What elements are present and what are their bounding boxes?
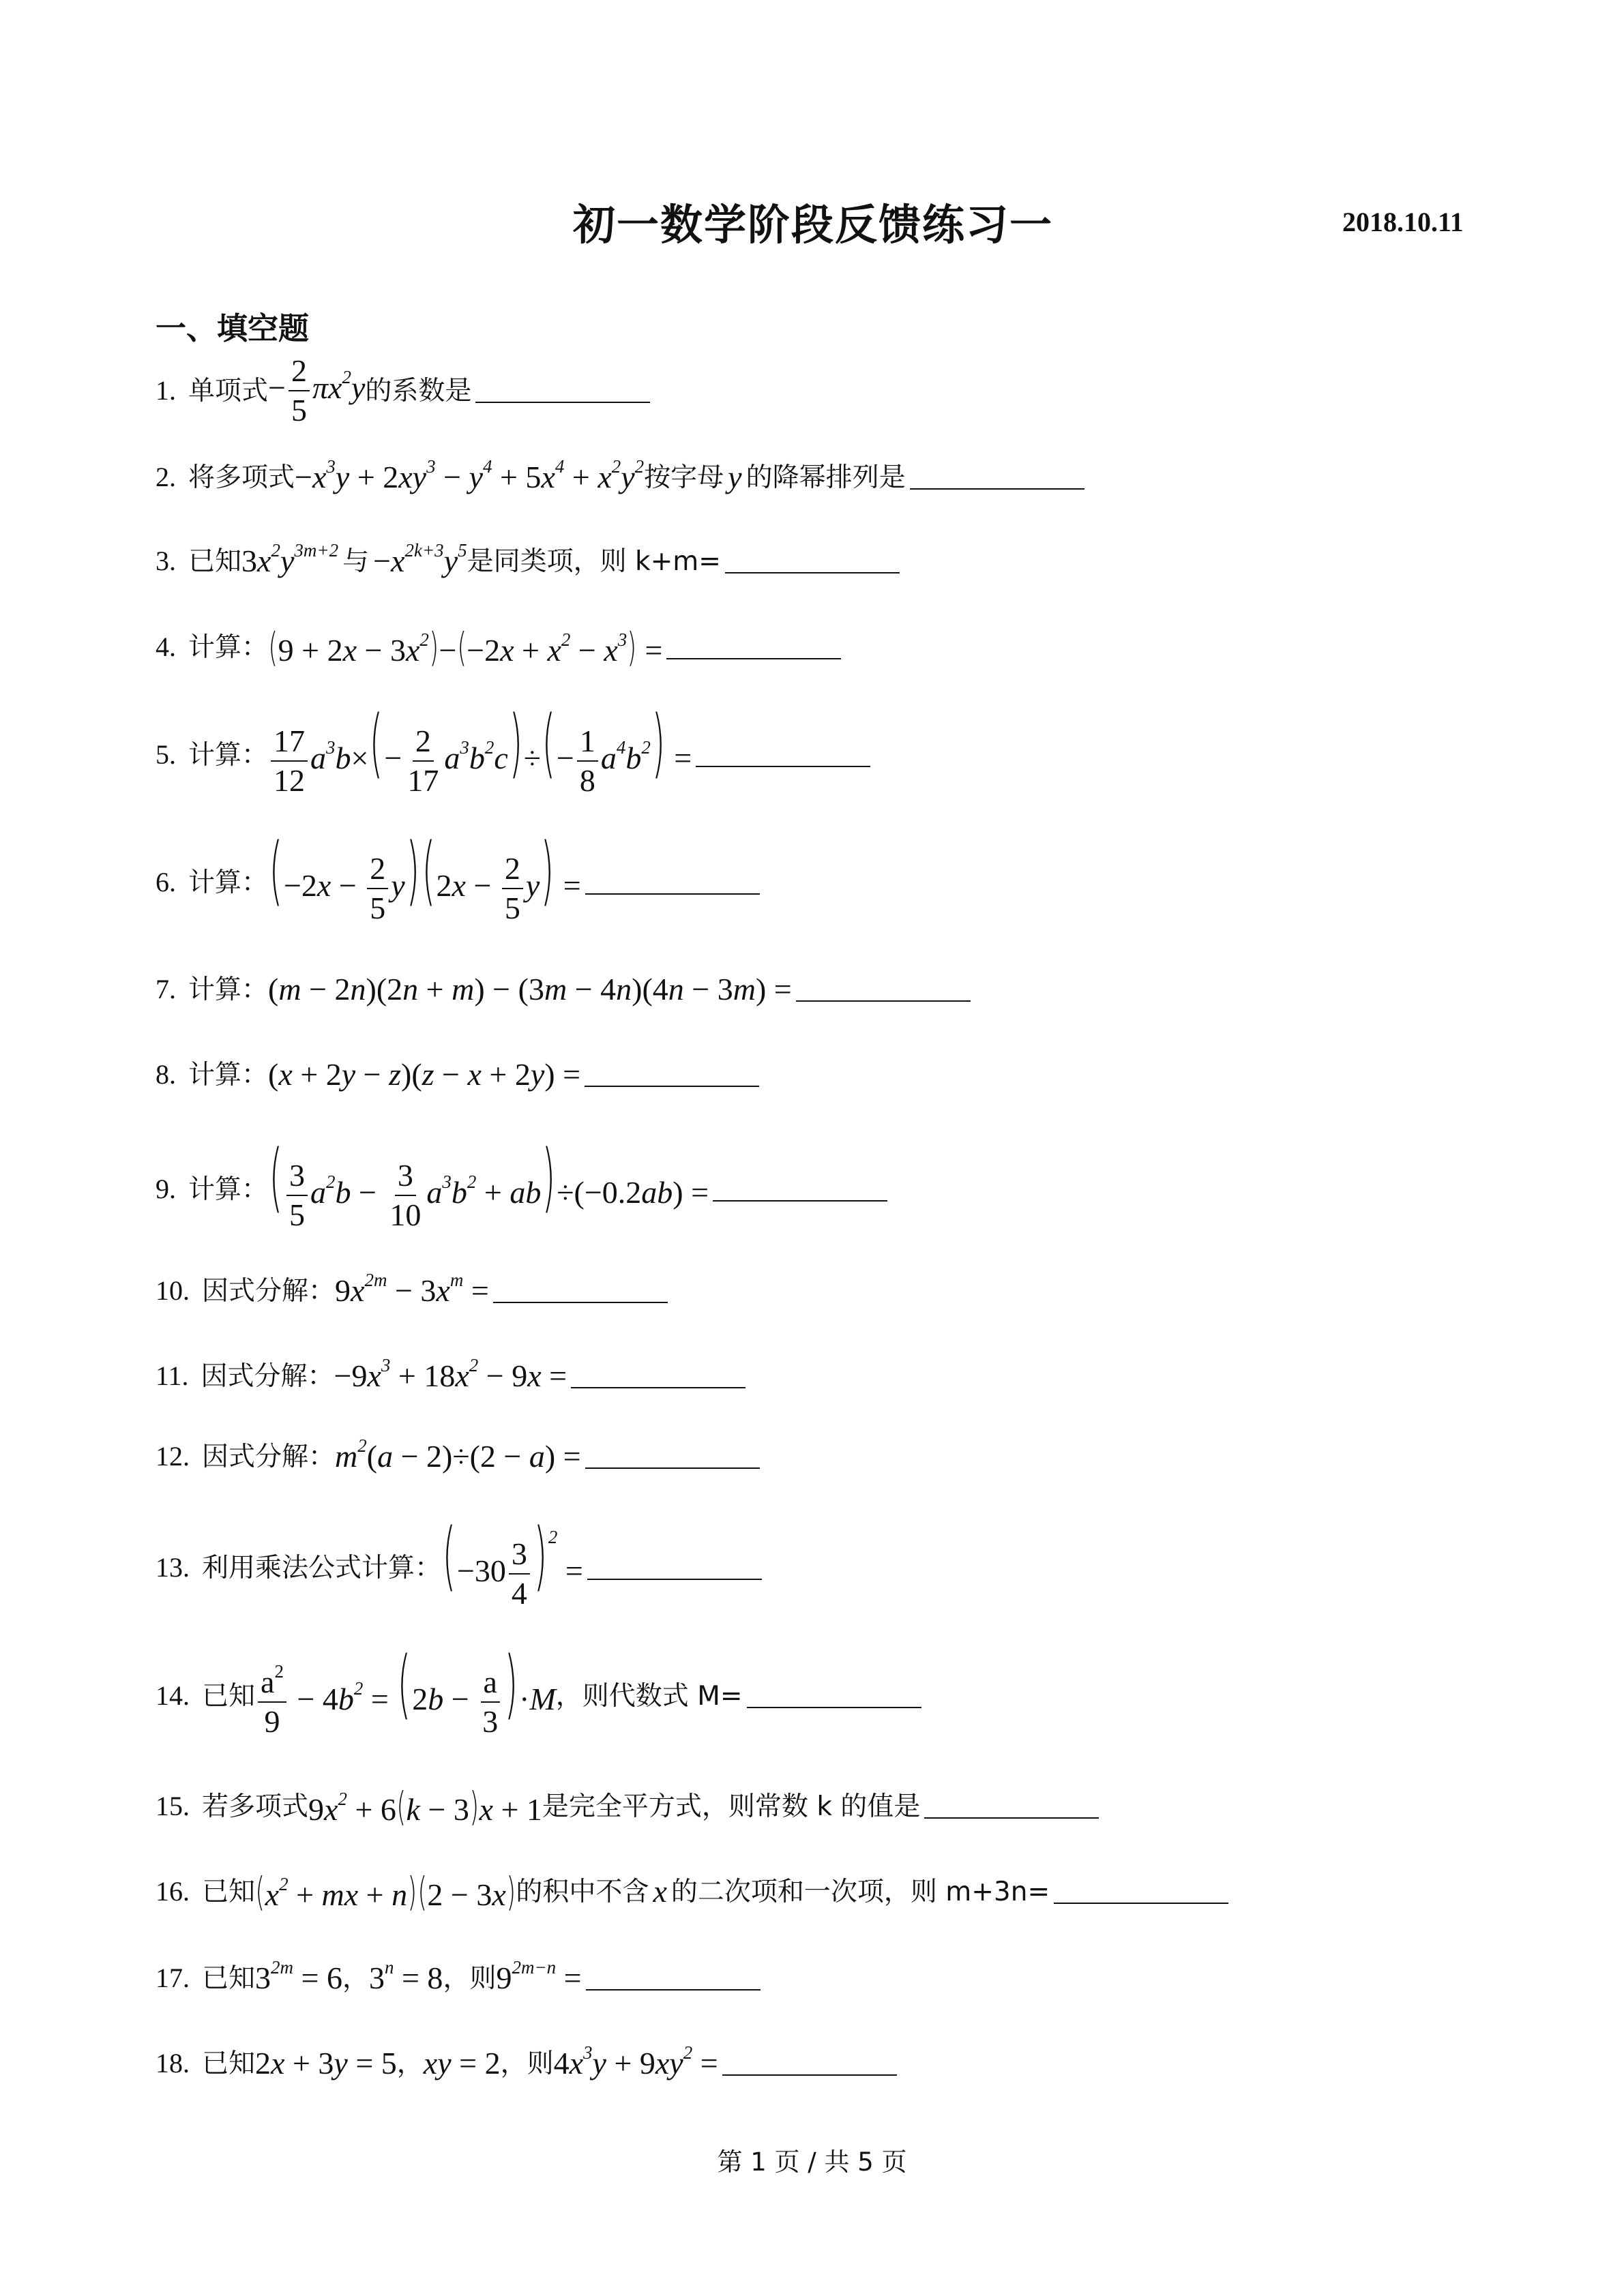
math-expression: (x + 2y − z)(z − x + 2y) = (268, 1057, 581, 1092)
answer-blank[interactable] (1054, 1879, 1228, 1904)
section-heading: 一、填空题 (156, 310, 310, 346)
answer-blank[interactable] (725, 549, 900, 573)
math-expression: $9^{2m-n}$ = (496, 1956, 582, 1995)
math-expression: (m − 2n)(2n + m) − (3m − 4n)(4n − 3m) = (268, 972, 792, 1007)
math-expression: − $\frac{2}{5}$ $\pi x^2y$ (268, 353, 366, 428)
question-4: 4. 计算： $(9 + 2x - 3x^2)-(-2x + x^2 - x^3)$ = (156, 627, 841, 667)
question-5: 5. 计算： $\frac{17}{12}$ $a^3b\times(-$ $\frac{2}{17}$ $a^3b^2c)\div(-$ $\frac{1}{8}$ $a^4b^2$) = (156, 713, 870, 798)
question-9: 9. 计算： ( $\frac{3}{5}$ $a^2b$ − $\frac{3}{10}$ $a^3b^2 + ab)\div(-0.2ab)$ = (156, 1147, 887, 1232)
math-expression: ( $\frac{3}{5}$ $a^2b$ − $\frac{3}{10}$ $a^3b^2 + ab)\div(-0.2ab)$ = (269, 1133, 709, 1233)
question-11: 11. 因式分解： $-9x^3 + 18x^2 - 9x$ = (156, 1360, 745, 1392)
math-expression: $\frac{a^2}{9}$ − $4b^2 = (2b$ − $\frac{a}{3}$ )·M (255, 1654, 556, 1739)
answer-blank[interactable] (910, 465, 1084, 490)
answer-blank[interactable] (747, 1684, 921, 1708)
math-expression: $9x^2 + 6(k - 3)x + 1$ (308, 1783, 542, 1830)
question-3: 3. 已知 $3x^2y^{3m+2}$ 与 $-x^{2k+3}y^5$ 是同类项，则 k+m= (156, 546, 900, 577)
math-expression: 2x + 3y = 5 (255, 2046, 397, 2081)
question-8: 8. 计算： (x + 2y − z)(z − x + 2y) = (156, 1059, 759, 1090)
math-expression: $m^2(a - 2)\div(2 - a)$ = (335, 1435, 581, 1474)
question-number: 8. (156, 1059, 176, 1090)
math-expression: $3x^2y^{3m+2}$ (241, 539, 339, 578)
answer-blank[interactable] (587, 1555, 762, 1580)
question-18: 18. 已知 2x + 3y = 5 ， xy = 2 ，则 $4x^3y + 9xy^2$ = (156, 2048, 897, 2079)
question-number: 18. (156, 2048, 190, 2078)
question-number: 7. (156, 974, 176, 1004)
answer-blank[interactable] (571, 1364, 745, 1388)
date-label: 2018.10.11 (1342, 207, 1464, 237)
question-number: 2. (156, 462, 176, 492)
answer-blank[interactable] (585, 870, 760, 895)
question-number: 6. (156, 867, 176, 898)
math-expression: $3^{2m} = 6$ (255, 1956, 342, 1995)
question-number: 17. (156, 1963, 190, 1993)
question-2: 2. 将多项式 $-x^3y + 2xy^3 - y^4 + 5x^4 + x^2y^2$ 按字母 y 的降幂排列是 (156, 462, 1084, 493)
answer-blank[interactable] (722, 2051, 897, 2076)
math-expression: $4x^3y + 9xy^2$ = (553, 2042, 718, 2081)
math-expression: $9x^{2m} - 3x^m$ = (335, 1269, 489, 1308)
answer-blank[interactable] (475, 378, 650, 403)
question-17: 17. 已知 $3^{2m} = 6$ ， $3^n = 8$ ，则 $9^{2m-n}$ = (156, 1963, 761, 1994)
question-15: 15. 若多项式 $9x^2 + 6(k - 3)x + 1$ 是完全平方式，则常数 k 的值是 (156, 1787, 1099, 1826)
question-1: 1. 单项式 − $\frac{2}{5}$ $\pi x^2y$ 的系数是 (156, 355, 650, 428)
page-footer: 第 1 页 / 共 5 页 (717, 2147, 907, 2177)
question-number: 11. (156, 1360, 189, 1391)
answer-blank[interactable] (493, 1279, 668, 1303)
answer-blank[interactable] (796, 977, 971, 1002)
question-number: 1. (156, 375, 176, 406)
answer-blank[interactable] (585, 1062, 759, 1087)
question-7: 7. 计算： (m − 2n)(2n + m) − (3m − 4n)(4n − 3m) = (156, 974, 971, 1005)
math-expression: $(9 + 2x - 3x^2)-(-2x + x^2 - x^3)$ = (268, 624, 663, 670)
math-expression: (−30 $\frac{3}{4}$ )$^2$ = (442, 1512, 583, 1611)
answer-blank[interactable] (586, 1966, 761, 1991)
math-expression: ($x^2$ + mx + n)(2 − 3x) (255, 1868, 516, 1915)
math-expression: xy = 2 (423, 2046, 501, 2081)
question-number: 14. (156, 1680, 190, 1712)
answer-blank[interactable] (924, 1794, 1099, 1819)
math-expression: $\frac{17}{12}$ $a^3b\times(-$ $\frac{2}{17}$ $a^3b^2c)\div(-$ $\frac{1}{8}$ $a^4b^2$) = (268, 713, 692, 798)
answer-blank[interactable] (585, 1444, 760, 1469)
answer-blank[interactable] (713, 1177, 887, 1202)
math-expression: $3^n = 8$ (368, 1956, 443, 1995)
question-number: 15. (156, 1791, 190, 1821)
question-6: 6. 计算： (−2x − $\frac{2}{5}$ y)(2x − $\frac{2}{5}$ y) = (156, 840, 760, 925)
answer-blank[interactable] (666, 635, 841, 659)
math-expression: $-9x^3 + 18x^2 - 9x$ = (334, 1354, 567, 1393)
question-number: 12. (156, 1441, 190, 1472)
question-10: 10. 因式分解： $9x^{2m} - 3x^m$ = (156, 1275, 668, 1307)
math-expression: $-x^{2k+3}y^5$ (373, 539, 467, 578)
answer-blank[interactable] (696, 743, 870, 767)
question-number: 5. (156, 739, 176, 771)
question-13: 13. 利用乘法公式计算： (−30 $\frac{3}{4}$ )$^2$ = (156, 1525, 762, 1611)
question-number: 13. (156, 1552, 190, 1583)
question-12: 12. 因式分解： $m^2(a - 2)\div(2 - a)$ = (156, 1441, 760, 1472)
question-number: 3. (156, 546, 176, 576)
question-number: 4. (156, 631, 176, 662)
math-expression: (−2x − $\frac{2}{5}$ y)(2x − $\frac{2}{5}$ y) = (269, 826, 581, 926)
question-number: 16. (156, 1876, 190, 1907)
question-16: 16. 已知 ($x^2$ + mx + n)(2 − 3x) 的积中不含 x 的二次项和一次项，则 m+3n= (156, 1872, 1228, 1911)
math-expression: $-x^3y + 2xy^3 - y^4 + 5x^4 + x^2y^2$ (295, 456, 645, 494)
question-number: 9. (156, 1174, 176, 1205)
question-number: 10. (156, 1275, 190, 1306)
question-14: 14. 已知 $\frac{a^2}{9}$ − $4b^2 = (2b$ − $\frac{a}{3}$ )·M ，则代数式 M= (156, 1654, 921, 1739)
page-title: 初一数学阶段反馈练习一 (573, 200, 1054, 250)
